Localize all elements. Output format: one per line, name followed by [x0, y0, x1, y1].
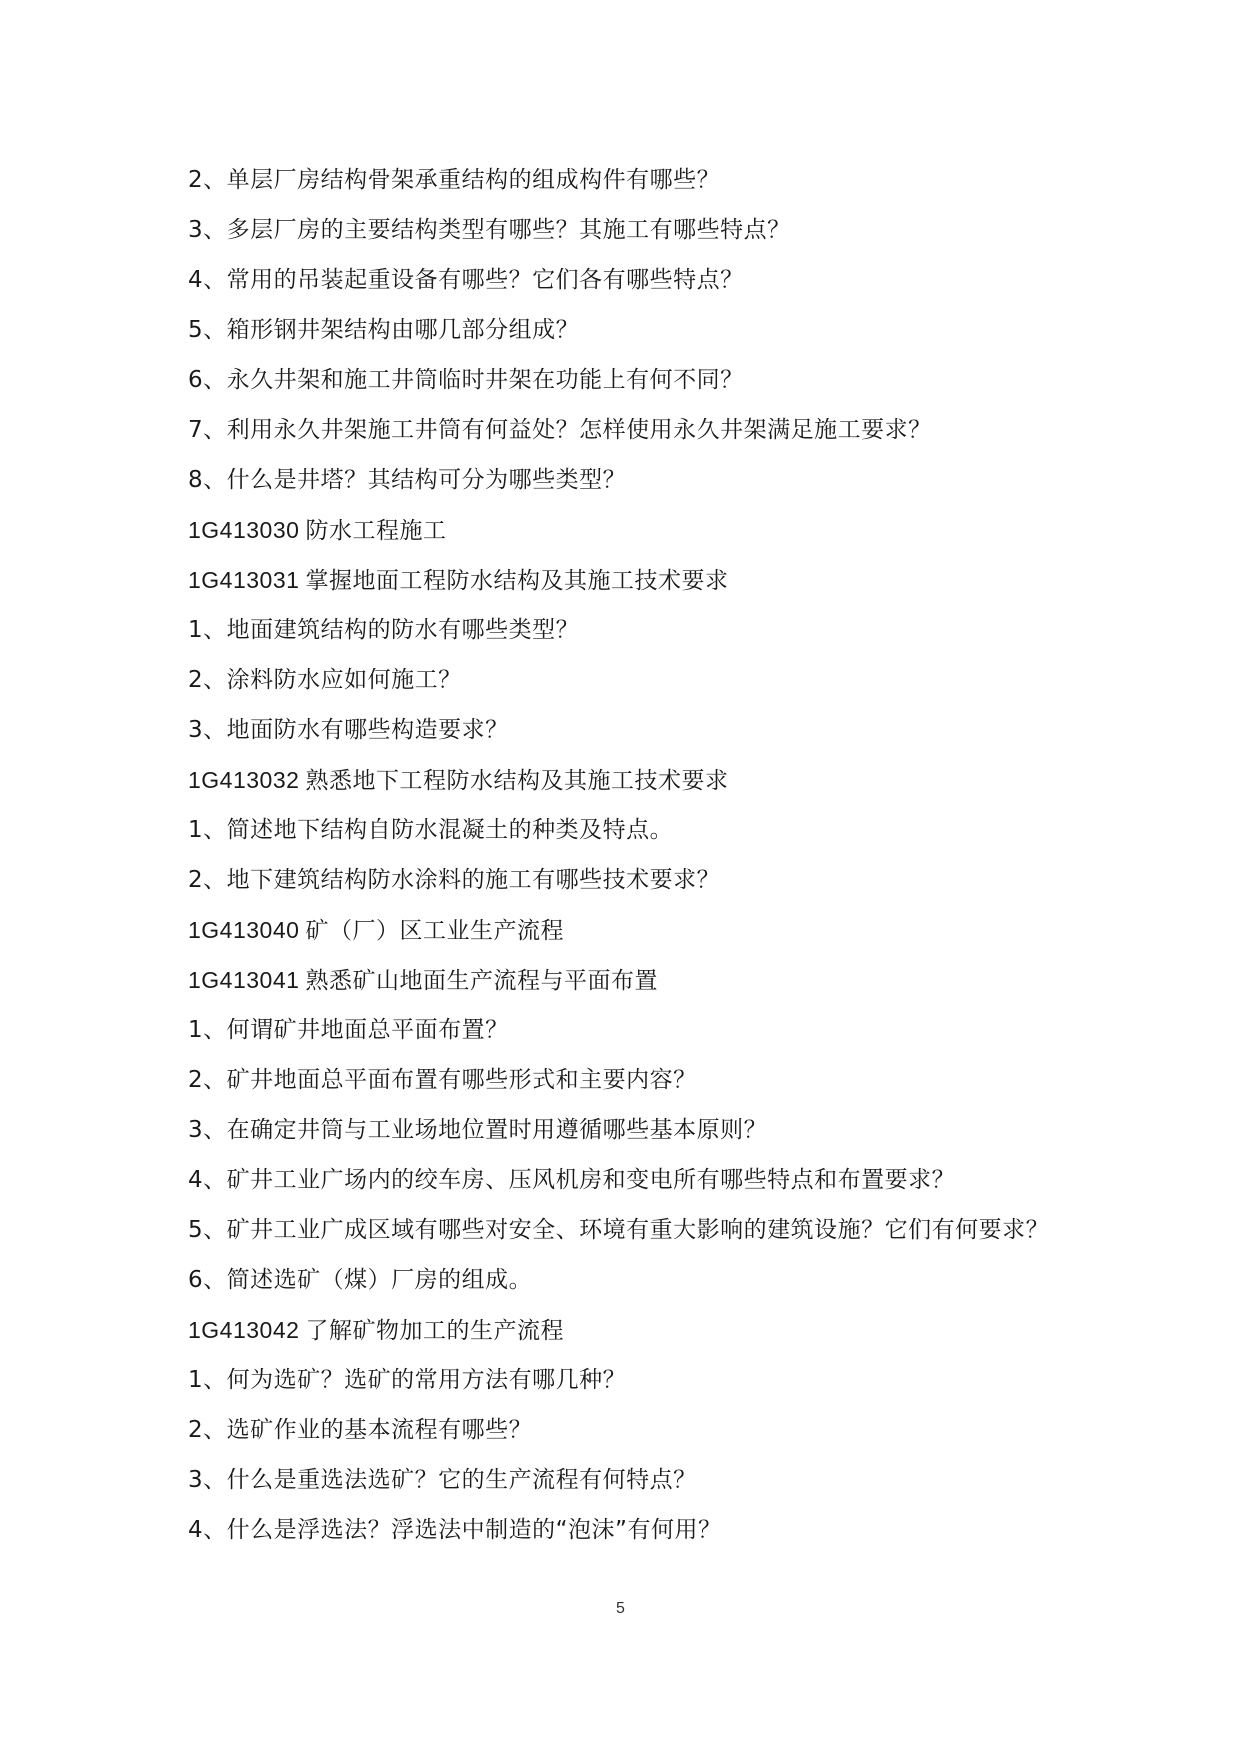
- section-heading: [188, 755, 1058, 805]
- text-line: 8、什么是井塔？其结构可分为哪些类型？: [188, 467, 627, 493]
- text-line: 3、在确定井筒与工业场地位置时用遵循哪些基本原则？: [188, 1117, 768, 1143]
- page-number: 5: [616, 1600, 625, 1617]
- text-line: 2、涂料防水应如何施工？: [188, 667, 462, 693]
- text-line: 3、多层厂房的主要结构类型有哪些？其施工有哪些特点？: [188, 217, 791, 243]
- text-line: 1、何为选矿？选矿的常用方法有哪几种？: [188, 1367, 627, 1393]
- text-line: 5、矿井工业广成区域有哪些对安全、环境有重大影响的建筑设施？它们有何要求？: [188, 1217, 1050, 1243]
- text-line: 1、何谓矿井地面总平面布置？: [188, 1017, 509, 1043]
- text-line: 4、什么是浮选法？浮选法中制造的“泡沫”有何用？: [188, 1517, 722, 1543]
- text-line: 2、矿井地面总平面布置有哪些形式和主要内容？: [188, 1067, 697, 1093]
- section-title: 熟悉地下工程防水结构及其施工技术要求: [305, 768, 729, 794]
- section-heading: [188, 505, 1058, 555]
- section-heading: [188, 555, 1058, 605]
- section-code: 1G413031: [188, 567, 300, 593]
- section-code: 1G413041: [188, 967, 300, 993]
- section-code: 1G413042: [188, 1317, 300, 1343]
- section-title: 熟悉矿山地面生产流程与平面布置: [305, 968, 658, 994]
- document-body: [188, 155, 1058, 1555]
- text-line: 2、选矿作业的基本流程有哪些？: [188, 1417, 533, 1443]
- text-line: 6、永久井架和施工井筒临时井架在功能上有何不同？: [188, 367, 744, 393]
- section-heading: [188, 905, 1058, 955]
- text-line: 1、地面建筑结构的防水有哪些类型？: [188, 617, 580, 643]
- text-line: 4、矿井工业广场内的绞车房、压风机房和变电所有哪些特点和布置要求？: [188, 1167, 956, 1193]
- text-line: 4、常用的吊装起重设备有哪些？它们各有哪些特点？: [188, 267, 744, 293]
- text-line: 2、地下建筑结构防水涂料的施工有哪些技术要求？: [188, 867, 721, 893]
- section-heading: [188, 1305, 1058, 1355]
- text-line: 5、箱形钢井架结构由哪几部分组成？: [188, 317, 580, 343]
- section-code: 1G413032: [188, 767, 300, 793]
- section-heading: [188, 955, 1058, 1005]
- section-title: 防水工程施工: [305, 518, 447, 544]
- text-line: 3、地面防水有哪些构造要求？: [188, 717, 509, 743]
- text-line: 2、单层厂房结构骨架承重结构的组成构件有哪些？: [188, 167, 721, 193]
- section-title: 矿（厂）区工业生产流程: [305, 918, 564, 944]
- section-title: 了解矿物加工的生产流程: [305, 1318, 564, 1344]
- text-line: 3、什么是重选法选矿？它的生产流程有何特点？: [188, 1467, 697, 1493]
- section-code: 1G413030: [188, 517, 300, 543]
- section-title: 掌握地面工程防水结构及其施工技术要求: [305, 568, 729, 594]
- text-line: 7、利用永久井架施工井筒有何益处？怎样使用永久井架满足施工要求？: [188, 417, 932, 443]
- text-line: 6、简述选矿（煤）厂房的组成。: [188, 1267, 533, 1293]
- text-line: 1、简述地下结构自防水混凝土的种类及特点。: [188, 817, 674, 843]
- section-code: 1G413040: [188, 917, 300, 943]
